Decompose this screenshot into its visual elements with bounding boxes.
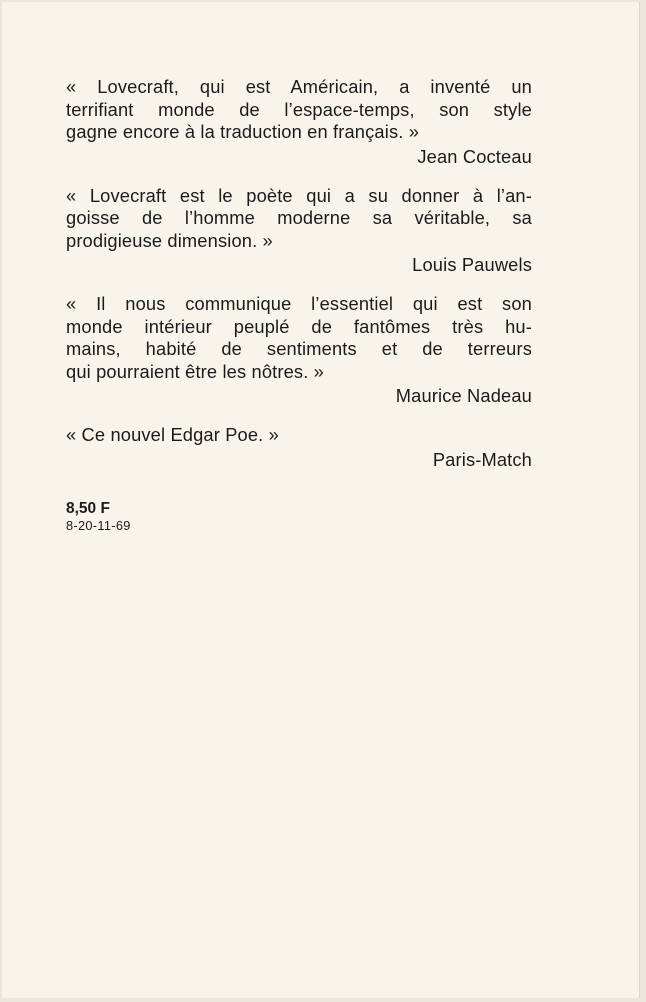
- quote-line: gagne encore à la traduction en français. »: [66, 121, 420, 142]
- quote-line: « Lovecraft, qui est Américain, a inventé un: [66, 76, 532, 97]
- book-back-cover: [2, 2, 640, 998]
- quote-line: terrifiant monde de l’espace-temps, son style: [66, 98, 532, 120]
- quote-line: qui pourraient être les nôtres. »: [66, 360, 324, 382]
- cover-text-block: [66, 76, 532, 534]
- quote-author: Paris-Match: [432, 448, 532, 470]
- quote-author: Louis Pauwels: [412, 254, 532, 275]
- quote-author: Maurice Nadeau: [395, 385, 532, 406]
- quote-line: mains, habité de sentiments et de terreurs: [66, 338, 532, 359]
- quote-maurice-nadeau: [66, 293, 532, 408]
- quote-line: « Ce nouvel Edgar Poe. »: [66, 424, 279, 445]
- quote-jean-cocteau: [66, 76, 532, 169]
- quote-line: prodigieuse dimension. »: [66, 229, 273, 251]
- price-label: 8,50 F: [66, 499, 110, 517]
- quote-line: goisse de l’homme moderne sa véritable, sa: [66, 207, 532, 228]
- quote-line: « Lovecraft est le poète qui a su donner à l’an-: [66, 184, 532, 206]
- quote-line: monde intérieur peuplé de fantômes très hu-: [66, 315, 532, 337]
- quote-paris-match: [66, 424, 532, 472]
- catalog-code: 8-20-11-69: [66, 517, 131, 533]
- quote-line: « Il nous communique l’essentiel qui est son: [66, 293, 532, 314]
- quote-author: Jean Cocteau: [417, 145, 532, 167]
- quote-louis-pauwels: [66, 185, 532, 278]
